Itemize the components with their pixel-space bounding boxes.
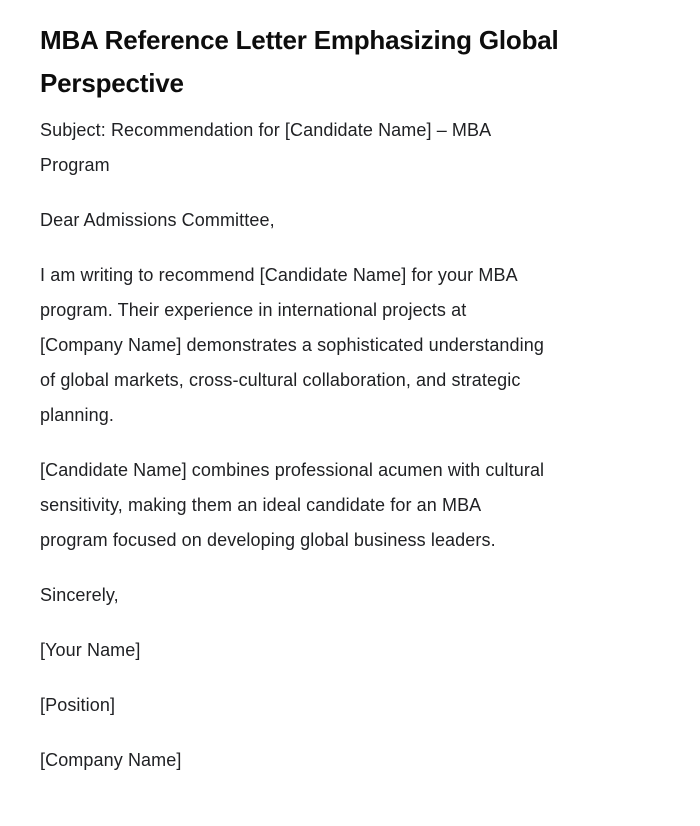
signature-name-line: [Your Name] bbox=[40, 640, 141, 660]
signature-position-line: [Position] bbox=[40, 695, 116, 715]
body-paragraph-1 bbox=[40, 258, 642, 433]
salutation bbox=[40, 203, 642, 238]
closing-line: Sincerely, bbox=[40, 585, 119, 605]
body-paragraph-2-line-1: [Candidate Name] combines professional acumen with cultural bbox=[40, 460, 545, 480]
subject-line-1: Subject: Recommendation for [Candidate Name] – MBA bbox=[40, 120, 492, 140]
closing bbox=[40, 578, 642, 613]
page-title-line-1: MBA Reference Letter Emphasizing Global bbox=[40, 25, 559, 55]
signature-company-line: [Company Name] bbox=[40, 750, 182, 770]
body-paragraph-1-line-4: of global markets, cross-cultural collaboration, and strategic bbox=[40, 370, 521, 390]
body-paragraph-1-line-1: I am writing to recommend [Candidate Name] for your MBA bbox=[40, 265, 518, 285]
page-title bbox=[40, 19, 642, 105]
signature-position bbox=[40, 688, 642, 723]
subject-line-2: Program bbox=[40, 155, 110, 175]
signature-company bbox=[40, 743, 642, 778]
subject-line bbox=[40, 113, 642, 183]
body-paragraph-1-line-3: [Company Name] demonstrates a sophisticated understanding bbox=[40, 335, 544, 355]
body-paragraph-2-line-2: sensitivity, making them an ideal candidate for an MBA bbox=[40, 495, 482, 515]
body-paragraph-1-line-5: planning. bbox=[40, 405, 114, 425]
body-paragraph-1-line-2: program. Their experience in international projects at bbox=[40, 300, 467, 320]
signature-name bbox=[40, 633, 642, 668]
body-paragraph-2 bbox=[40, 453, 642, 558]
salutation-line: Dear Admissions Committee, bbox=[40, 210, 275, 230]
body-paragraph-2-line-3: program focused on developing global business leaders. bbox=[40, 530, 496, 550]
page-title-line-2: Perspective bbox=[40, 68, 184, 98]
